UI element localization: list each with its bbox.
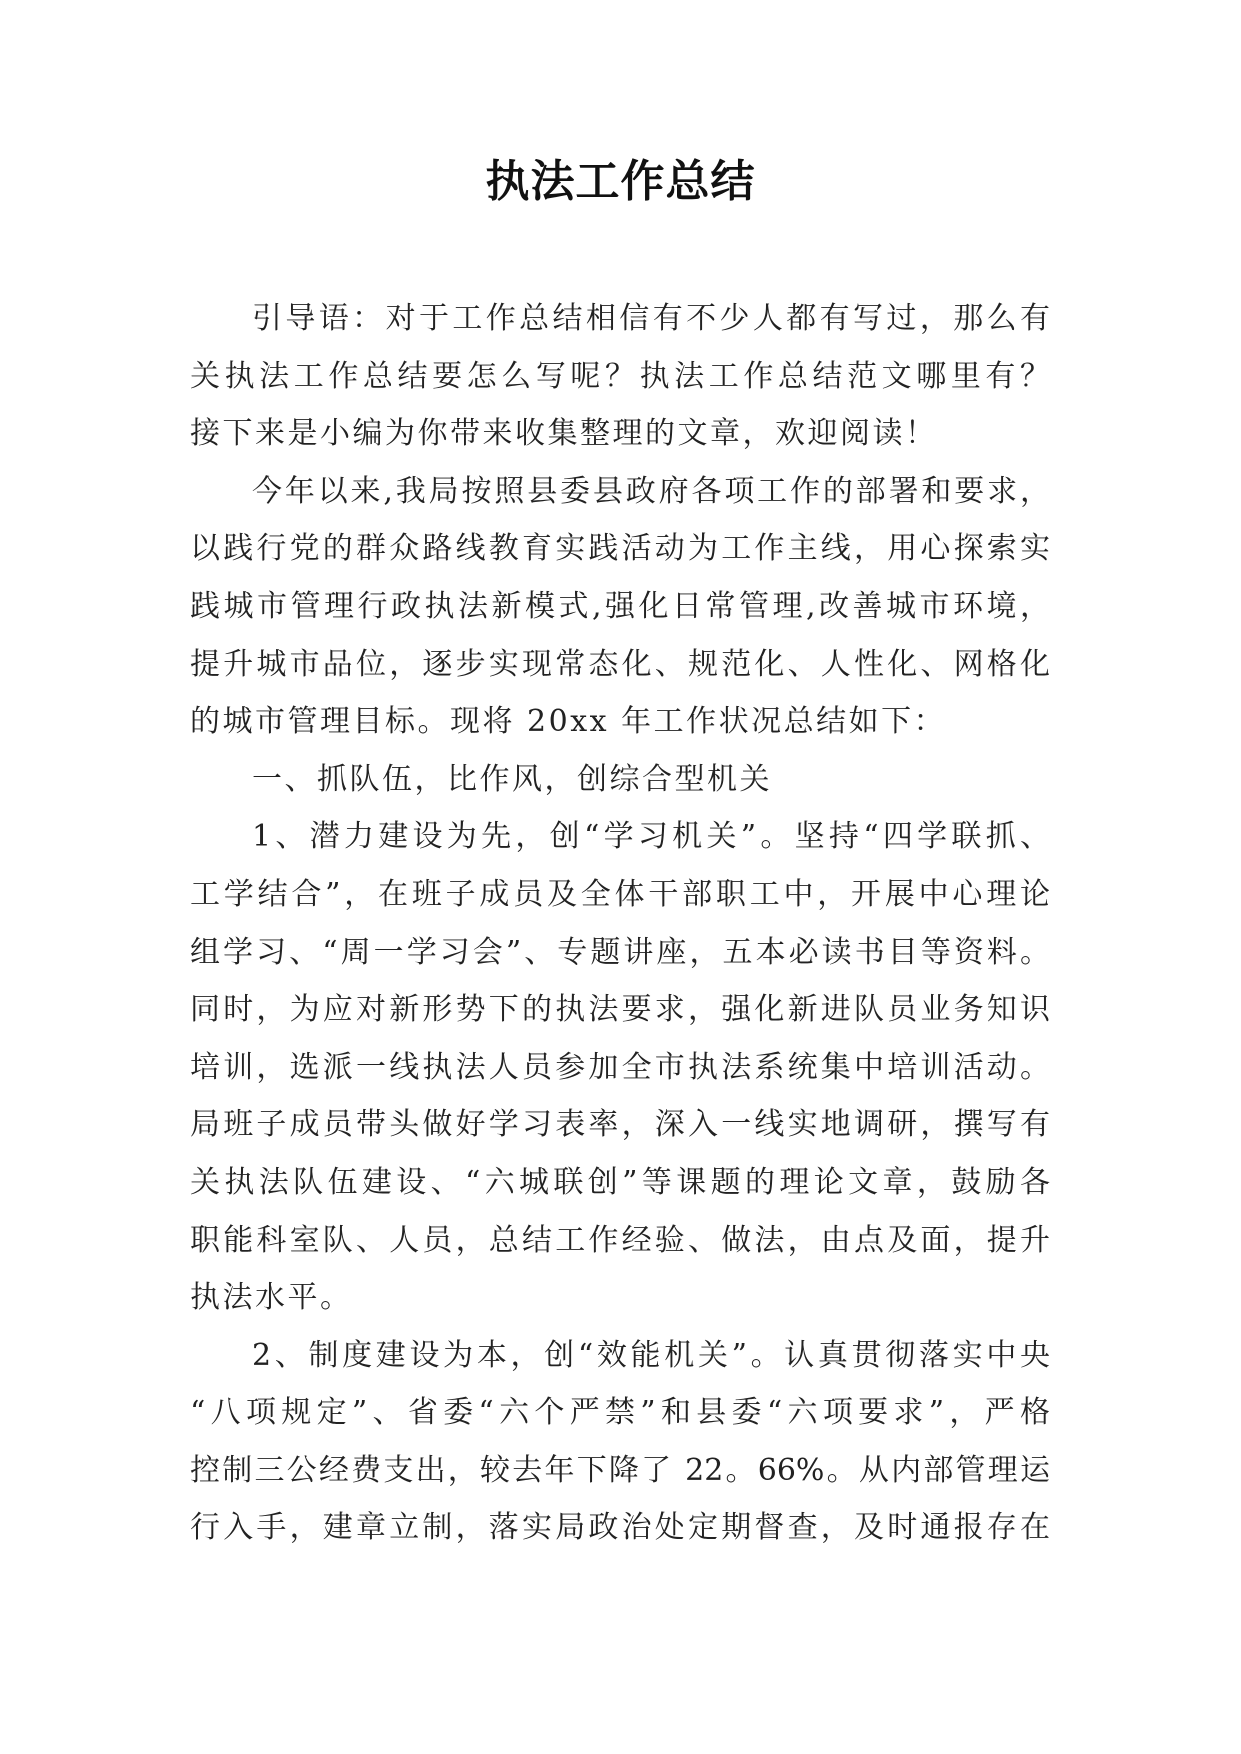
document-title: 执法工作总结 [485,156,756,207]
paragraph-line: 培训，选派一线执法人员参加全市执法系统集中培训活动。 [190,1049,1050,1085]
paragraph-line: 今年以来,我局按照县委县政府各项工作的部署和要求， [252,473,1050,509]
paragraph-line: 同时，为应对新形势下的执法要求，强化新进队员业务知识 [190,992,1050,1028]
paragraph-line: 行入手，建章立制，落实局政治处定期督查，及时通报存在 [190,1510,1050,1546]
paragraph-line: 关执法队伍建设、“六城联创”等课题的理论文章，鼓励各 [190,1164,1050,1200]
paragraph-line: 局班子成员带头做好学习表率，深入一线实地调研，撰写有 [190,1107,1050,1143]
paragraph-line: 引导语：对于工作总结相信有不少人都有写过，那么有 [252,301,1050,336]
paragraph-line: 执法水平。 [190,1280,353,1316]
paragraph-line: “八项规定”、省委“六个严禁”和县委“六项要求”，严格 [190,1395,1050,1431]
paragraph-line: 的城市管理目标。现将 20xx 年工作状况总结如下： [190,704,947,740]
paragraph-line: 职能科室队、人员，总结工作经验、做法，由点及面，提升 [190,1222,1050,1258]
paragraph-line: 2、制度建设为本，创“效能机关”。认真贯彻落实中央 [252,1337,1050,1373]
paragraph-line: 关执法工作总结要怎么写呢？执法工作总结范文哪里有？ [190,358,1050,394]
document-body [190,290,1050,1557]
paragraph-line: 工学结合”，在班子成员及全体干部职工中，开展中心理论 [190,876,1050,912]
paragraph-line: 提升城市品位，逐步实现常态化、规范化、人性化、网格化 [190,646,1050,682]
paragraph-line: 践城市管理行政执法新模式,强化日常管理,改善城市环境， [190,588,1050,624]
section-heading: 一、抓队伍，比作风，创综合型机关 [252,761,772,797]
paragraph-line: 控制三公经费支出，较去年下降了 22。66%。从内部管理运 [190,1452,1050,1488]
paragraph-line: 接下来是小编为你带来收集整理的文章，欢迎阅读！ [190,416,938,452]
paragraph-line: 1、潜力建设为先，创“学习机关”。坚持“四学联抓、 [252,819,1050,855]
paragraph-line: 以践行党的群众路线教育实践活动为工作主线，用心探索实 [190,531,1050,567]
paragraph-line: 组学习、“周一学习会”、专题讲座，五本必读书目等资料。 [190,934,1050,970]
